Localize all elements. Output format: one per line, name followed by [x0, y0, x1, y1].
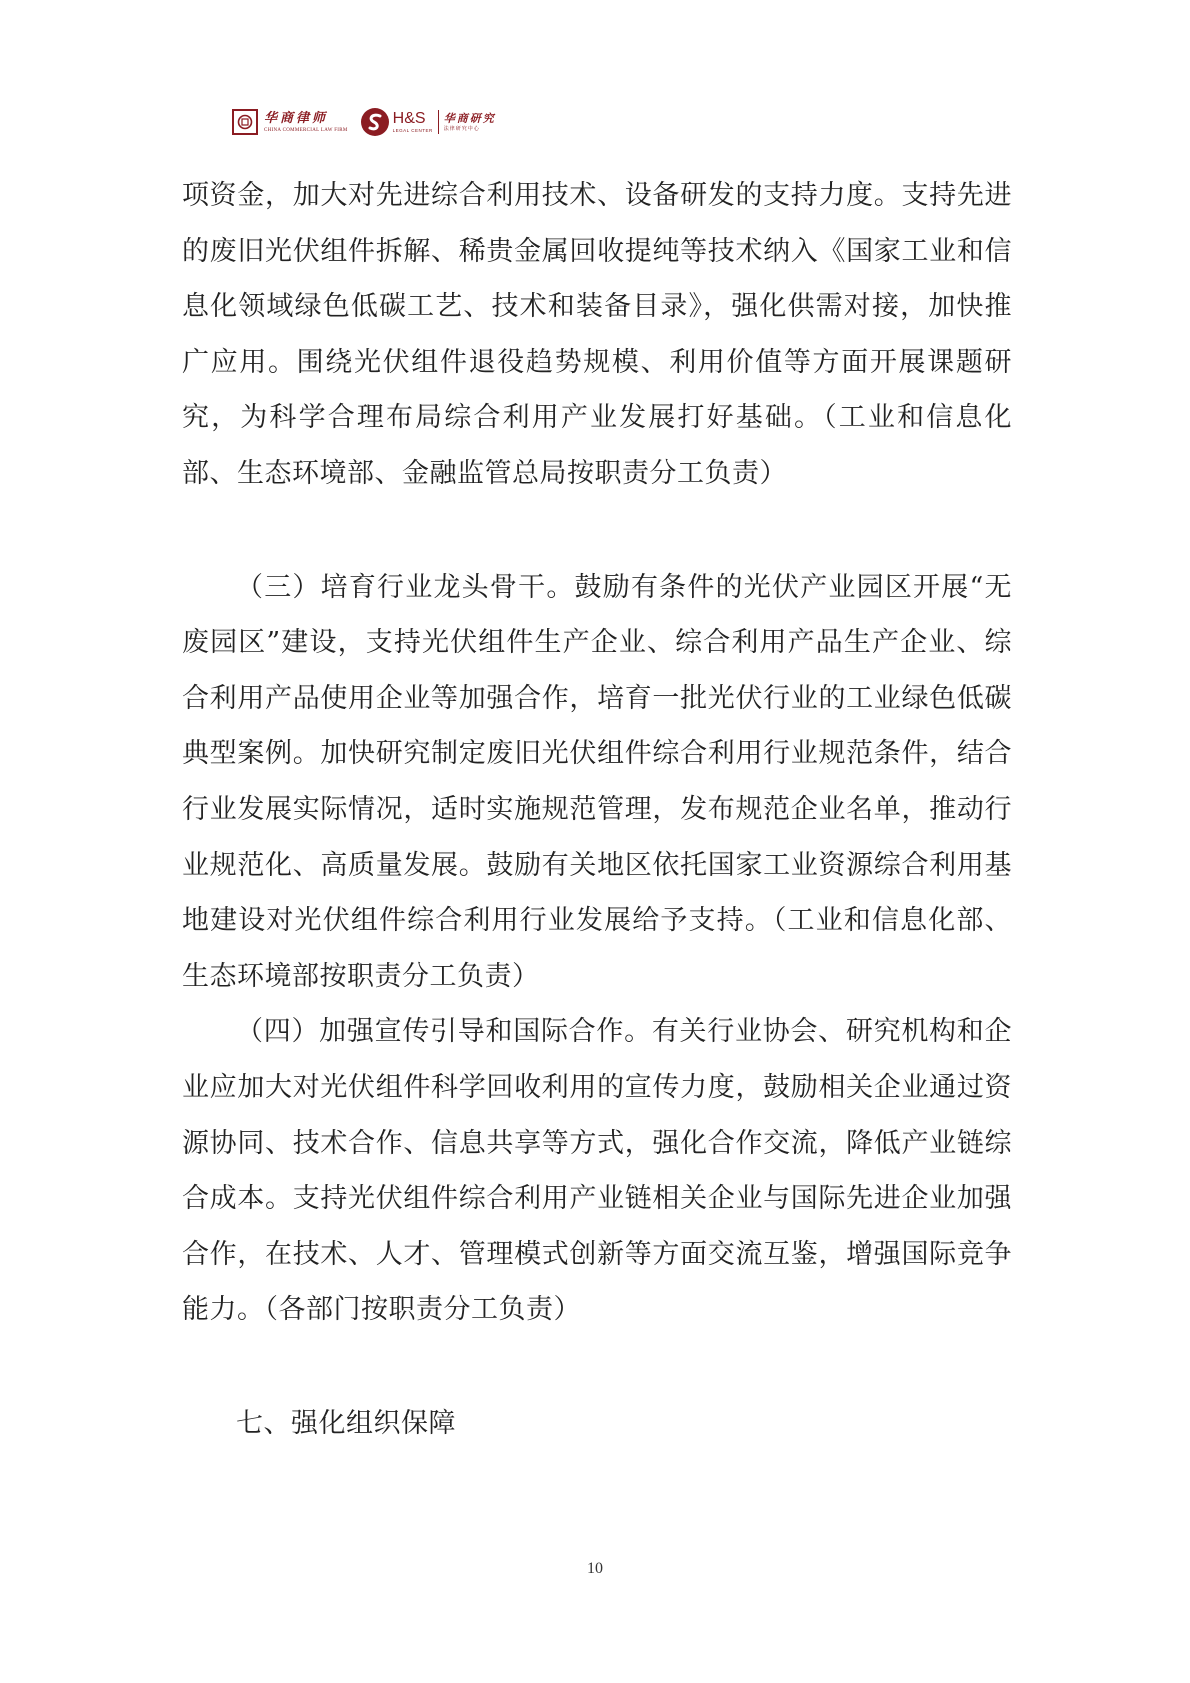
- firm-logo-en: CHINA COMMERCIAL LAW FIRM: [264, 127, 348, 133]
- logo-divider: [438, 110, 439, 134]
- firm-logo: [232, 109, 348, 135]
- research-logo-icon: [360, 107, 390, 137]
- paragraph-continued: 项资金，加大对先进综合利用技术、设备研发的支持力度。支持先进的废旧光伏组件拆解、稀贵金属回收提纯等技术纳入《国家工业和信息化领域绿色低碳工艺、技术和装备目录》，强化供需对接，加快推广应用。围绕光伏组件退役趋势规模、利用价值等方面开展课题研究，为科学合理布局综合利用产业发展打好基础。（工业和信息化部、生态环境部、金融监管总局按职责分工负责）: [182, 180, 1012, 489]
- research-logo-cnsub: 法律研究中心: [443, 125, 480, 132]
- paragraph-section-4: （四）加强宣传引导和国际合作。有关行业协会、研究机构和企业应加大对光伏组件科学回收利用的宣传力度，鼓励相关企业通过资源协同、技术合作、信息共享等方式，强化合作交流，降低产业链综合成本。支持光伏组件综合利用产业链相关企业与国际先进企业加强合作，在技术、人才、管理模式创新等方面交流互鉴，增强国际竞争能力。（各部门按职责分工负责）: [182, 1016, 1012, 1326]
- page-number: 10: [587, 1560, 603, 1577]
- research-logo-sub: LEGAL CENTER: [392, 127, 433, 133]
- research-logo: [348, 107, 496, 137]
- section-heading-7: 七、强化组织保障: [236, 1407, 456, 1439]
- research-logo-cn: 华商研究: [443, 111, 496, 125]
- document-body: [182, 168, 1012, 1451]
- research-logo-hs: H&S: [392, 109, 426, 127]
- firm-logo-icon: [232, 109, 258, 135]
- firm-logo-cn: 华商律师: [264, 110, 329, 126]
- header-logos: [232, 104, 496, 140]
- paragraph-section-3: （三）培育行业龙头骨干。鼓励有条件的光伏产业园区开展“无废园区”建设，支持光伏组件生产企业、综合利用产品生产企业、综合利用产品使用企业等加强合作，培育一批光伏行业的工业绿色低碳典型案例。加快研究制定废旧光伏组件综合利用行业规范条件，结合行业发展实际情况，适时实施规范管理，发布规范企业名单，推动行业规范化、高质量发展。鼓励有关地区依托国家工业资源综合利用基地建设对光伏组件综合利用行业发展给予支持。（工业和信息化部、生态环境部按职责分工负责）: [182, 571, 1012, 992]
